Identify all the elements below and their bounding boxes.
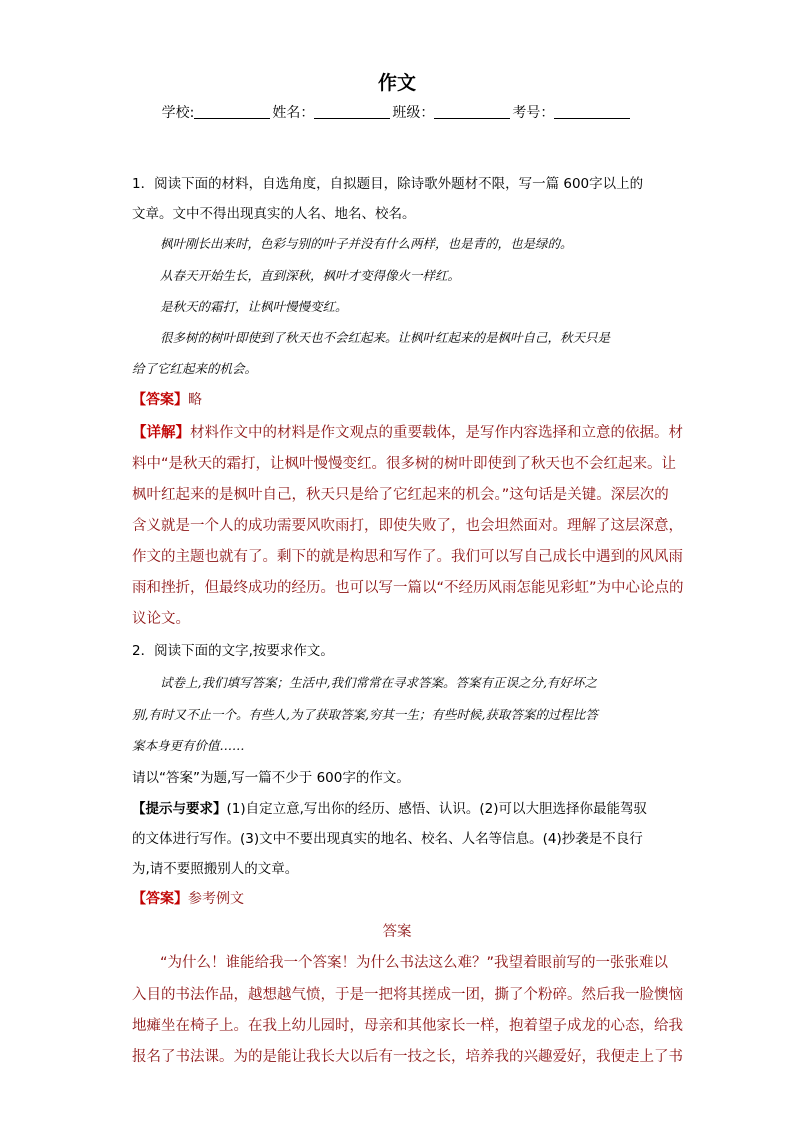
q1-material-line: 是秋天的霜打，让枫叶慢慢变红。: [160, 299, 348, 314]
name-blank: [314, 104, 390, 119]
q1-line-2: 文章。文中不得出现真实的人名、地名、校名。: [132, 206, 416, 222]
q1-detail-line: 含义就是一个人的成功需要风吹雨打，即使失败了，也会坦然面对。理解了这层深意，: [132, 518, 683, 534]
essay-line: 地瘫坐在椅子上。在我上幼儿园时，母亲和其他家长一样，抱着望子成龙的心态，给我: [132, 1018, 683, 1034]
q1-material-line: 从春天开始生长，直到深秋，枫叶才变得像火一样红。: [160, 268, 461, 283]
q1-detail-line: 料中“是秋天的霜打，让枫叶慢慢变红。很多树的树叶即使到了秋天也不会红起来。让: [132, 456, 677, 472]
page-title: 作文: [377, 72, 416, 94]
q2-material-line: 案本身更有价值……: [132, 738, 245, 753]
essay-line: 报名了书法课。为的是能让我长大以后有一技之长，培养我的兴趣爱好，我便走上了书: [132, 1049, 683, 1065]
q1-line-1: 1．阅读下面的材料，自选角度，自拟题目，除诗歌外题材不限，写一篇 600字以上的: [132, 176, 644, 192]
name-label: 姓名：: [272, 105, 315, 121]
q2-prompt: 请以“答案”为题,写一篇不少于 600字的作文。: [132, 770, 410, 786]
school-blank: [194, 104, 270, 119]
q1-material-line: 枫叶刚长出来时，色彩与别的叶子并没有什么两样，也是青的，也是绿的。: [160, 236, 573, 251]
q2-requirement-line: 的文体进行写作。(3)文中不要出现真实的地名、校名、人名等信息。(4)抄袭是不良行: [132, 831, 643, 847]
answer-tag: 【答案】: [132, 392, 188, 408]
q2-answer: [132, 888, 244, 908]
class-blank: [434, 104, 510, 119]
q2-requirement-line: 为,请不要照搬别人的文章。: [132, 861, 299, 877]
q1-detail-line: 枫叶红起来的是枫叶自己，秋天只是给了它红起来的机会。”这句话是关键。深层次的: [132, 487, 669, 503]
answer-text: 参考例文: [188, 891, 244, 907]
q2-material-line: 别,有时又不止一个。有些人,为了获取答案,穷其一生；有些时候,获取答案的过程比答: [132, 707, 598, 722]
answer-tag: 【答案】: [132, 891, 188, 907]
q1-detail-line: 雨和挫折，但最终成功的经历。也可以写一篇以“不经历风雨怎能见彩虹”为中心论点的: [132, 580, 684, 596]
answer-text: 略: [188, 392, 202, 408]
student-info-line: [0, 102, 794, 122]
q1-material-line: 很多树的树叶即使到了秋天也不会红起来。让枫叶红起来的是枫叶自己，秋天只是: [160, 330, 611, 345]
q1-detail-line: 【详解】材料作文中的材料是作文观点的重要载体，是写作内容选择和立意的依据。材: [132, 425, 683, 441]
essay-line: 入目的书法作品，越想越气愤，于是一把将其搓成一团，撕了个粉碎。然后我一脸懊恼: [132, 987, 683, 1003]
q1-answer: [132, 389, 202, 409]
number-label: 考号：: [512, 105, 555, 121]
requirement-tag: 【提示与要求】: [132, 801, 227, 817]
q2-material-line: 试卷上,我们填写答案；生活中,我们常常在寻求答案。答案有正误之分,有好坏之: [160, 675, 597, 690]
class-label: 班级：: [392, 105, 435, 121]
number-blank: [554, 104, 630, 119]
essay-line: “为什么！谁能给我一个答案！为什么书法这么难？”我望着眼前写的一张张难以: [160, 955, 669, 971]
q1-detail-line: 议论文。: [132, 611, 190, 627]
q1-detail-line: 作文的主题也就有了。剩下的就是构思和写作了。我们可以写自己成长中遇到的风风雨: [132, 549, 683, 565]
detail-tag: 【详解】: [132, 425, 190, 441]
essay-title: 答案: [382, 924, 412, 940]
q1-material-line: 给了它红起来的机会。: [132, 361, 258, 376]
q2-requirement-line: 【提示与要求】(1)自定立意,写出你的经历、感悟、认识。(2)可以大胆选择你最能驾驭: [132, 801, 648, 817]
q2-line-1: 2．阅读下面的文字,按要求作文。: [132, 643, 334, 659]
school-label: 学校:: [161, 105, 195, 121]
